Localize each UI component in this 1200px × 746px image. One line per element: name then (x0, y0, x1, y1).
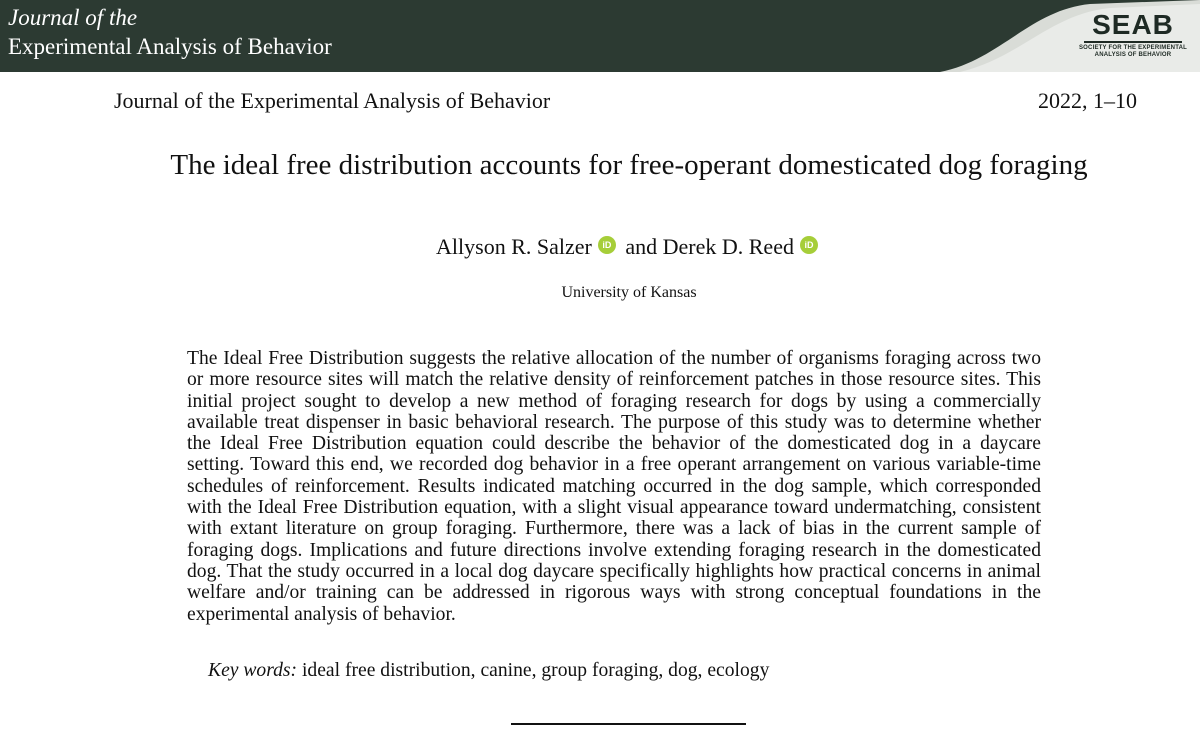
orcid-icon[interactable]: iD (598, 236, 616, 254)
author-name-2: Derek D. Reed (662, 234, 794, 259)
banner-title-line1: Journal of the (8, 5, 138, 30)
running-journal-name: Journal of the Experimental Analysis of Behavior (114, 88, 551, 113)
keywords (208, 660, 1048, 682)
keywords-list: ideal free distribution, canine, group foraging, dog, ecology (301, 660, 770, 681)
author-list (150, 234, 1108, 260)
seab-logo-sub2: ANALYSIS OF BEHAVIOR (1094, 52, 1172, 58)
author-separator: and (625, 234, 658, 259)
affiliation: University of Kansas (561, 284, 697, 301)
keywords-label: Key words: (208, 660, 298, 681)
journal-banner (0, 0, 1200, 72)
author-name-1: Allyson R. Salzer (436, 234, 592, 259)
footnote-divider (511, 723, 746, 725)
seab-logo-rule (1084, 41, 1182, 43)
seab-logo-sub1: SOCIETY FOR THE EXPERIMENTAL (1078, 45, 1188, 51)
seab-logo (1078, 10, 1188, 66)
abstract-text: The Ideal Free Distribution suggests the relative allocation of the number of organisms foraging across two or more resource sites will match the relative density of reinforcement patches in those resource sites. This initial project sought to develop a new method of foraging research for dogs by using a commercially available treat dispenser in basic behavioral research. The purpose of this study was to determine whether the Ideal Free Distribution equation could describe the behavior of the domesticated dog in a daycare setting. Toward this end, we recorded dog behavior in a free operant arrangement on various variable-time schedules of reinforcement. Results indicated matching occurred in the dog sample, which corresponded with the Ideal Free Distribution equation, with a slight visual appearance toward undermatching, consistent with extant literature on group foraging. Furthermore, there was a lack of bias in the current sample of foraging dogs. Implications and future directions involve extending foraging research in the domesticated dog. That the study occurred in a local dog daycare specifically highlights how practical concerns in animal welfare and/or training can be addressed in rigorous ways with strong conceptual foundations in the experimental analysis of behavior. (187, 348, 1041, 625)
banner-title-line2: Experimental Analysis of Behavior (8, 34, 332, 59)
seab-logo-word: SEAB (1092, 9, 1174, 40)
orcid-icon[interactable]: iD (800, 236, 818, 254)
year-pages: 2022, 1–10 (1038, 88, 1137, 113)
banner-journal-title (8, 3, 332, 61)
article-title: The ideal free distribution accounts for free-operant domesticated dog foraging (170, 149, 1088, 181)
